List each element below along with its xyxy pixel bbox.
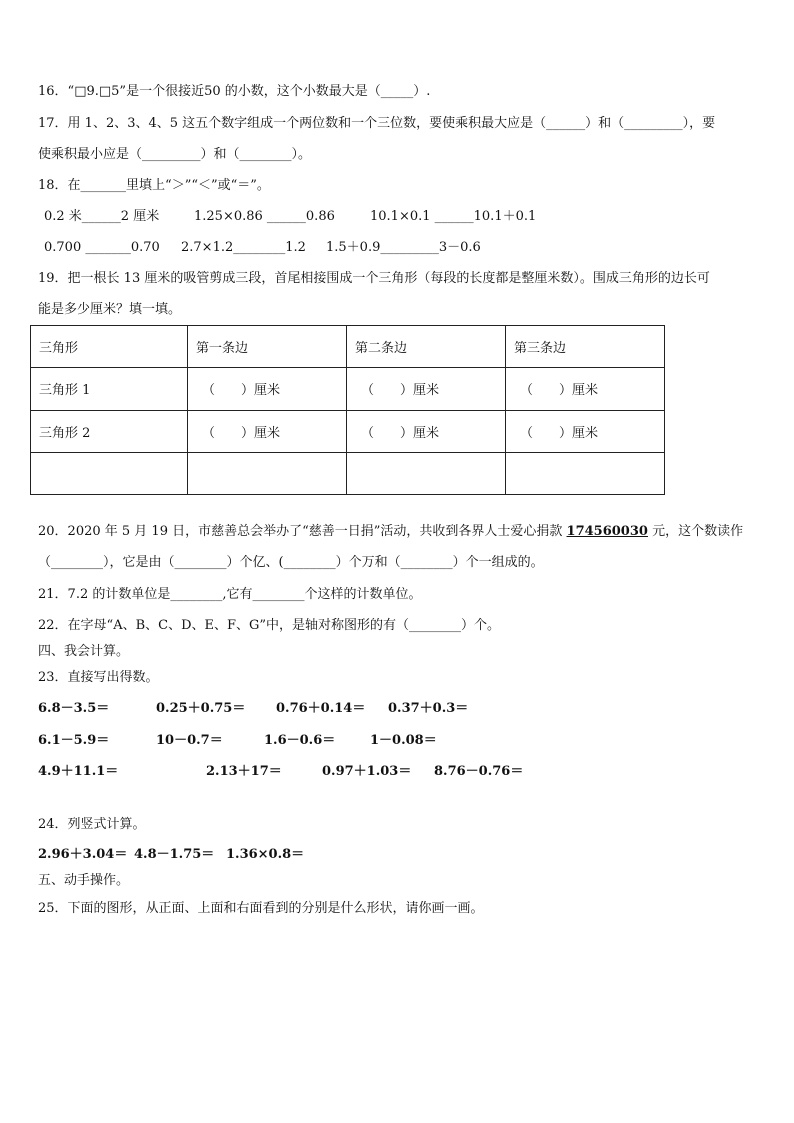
table-header-row [31,326,665,368]
question-17-line1: 17．用 1、2、3、4、5 这五个数字组成一个两位数和一个三位数，要使乘积最大应是（______）和（_________），要 [38,116,716,131]
vertical-calc-item: 1.36×0.8＝ [226,847,305,862]
q18-item: 2.7×1.2________1.2 [181,240,306,255]
calc-item: 1－0.08＝ [370,733,437,748]
vertical-calc-item: 4.8－1.75＝ [134,847,215,862]
question-19-line2: 能是多少厘米？填一填。 [38,302,182,317]
calc-item: 0.37＋0.3＝ [388,701,469,716]
calc-item: 10－0.7＝ [156,733,223,748]
table-cell[interactable]: （ ）厘米 [506,410,665,452]
table-row [31,410,665,452]
question-23: 23．直接写出得数。 [38,670,159,685]
triangle-table [30,325,665,495]
q20-text-a: 20．2020 年 5 月 19 日，市慈善总会举办了“慈善一日捐”活动，共收到各界人士爱心捐款 [38,524,567,539]
section-4-heading: 四、我会计算。 [38,644,130,659]
calc-item: 6.1－5.9＝ [38,733,110,748]
calc-item: 0.25＋0.75＝ [156,701,246,716]
q18-item: 10.1×0.1 ______10.1＋0.1 [370,209,537,224]
table-header-cell: 第二条边 [347,326,506,368]
table-row [31,368,665,410]
table-cell[interactable]: （ ）厘米 [188,410,347,452]
table-cell[interactable] [506,452,665,494]
table-cell[interactable] [188,452,347,494]
question-24: 24．列竖式计算。 [38,817,146,832]
table-cell[interactable]: （ ）厘米 [188,368,347,410]
calc-item: 2.13＋17＝ [206,764,282,779]
table-cell[interactable]: （ ）厘米 [347,368,506,410]
calc-item: 6.8－3.5＝ [38,701,110,716]
question-20-line1 [38,524,743,540]
section-5-heading: 五、动手操作。 [38,873,130,888]
table-header-cell: 第三条边 [506,326,665,368]
question-16: 16．“□9.□5”是一个很接近50 的小数，这个小数最大是（_____）. [38,84,431,99]
q20-text-b: 元，这个数读作 [647,524,744,539]
q18-item: 1.25×0.86 ______0.86 [194,209,335,224]
table-cell[interactable] [31,452,188,494]
table-cell[interactable]: （ ）厘米 [506,368,665,410]
question-21: 21．7.2 的计数单位是________,它有________个这样的计数单位。 [38,587,422,602]
table-cell[interactable]: （ ）厘米 [347,410,506,452]
question-19-line1: 19．把一根长 13 厘米的吸管剪成三段，首尾相接围成一个三角形（每段的长度都是整厘米数）。围成三角形的边长可 [38,271,710,286]
calc-item: 1.6－0.6＝ [264,733,336,748]
table-cell: 三角形 1 [31,368,188,410]
question-22: 22．在字母“A、B、C、D、E、F、G”中，是轴对称图形的有（________）个。 [38,618,501,633]
question-20-line2: （________），它是由（________）个亿、(________）个万和（________）个一组成的。 [38,555,544,570]
q18-item: 0.2 米______2 厘米 [44,209,160,224]
donation-amount: 174560030 [566,524,648,539]
table-cell[interactable] [347,452,506,494]
calc-item: 0.97＋1.03＝ [322,764,412,779]
table-cell: 三角形 2 [31,410,188,452]
table-row [31,452,665,494]
question-18: 18．在_______里填上“＞”“＜”或“＝”。 [38,178,270,193]
q18-item: 0.700 _______0.70 [44,240,160,255]
table-header-cell: 第一条边 [188,326,347,368]
calc-item: 4.9＋11.1＝ [38,764,119,779]
calc-item: 8.76－0.76＝ [434,764,524,779]
q18-item: 1.5＋0.9_________3－0.6 [326,240,481,255]
question-17-line2: 使乘积最小应是（_________）和（________）。 [38,147,312,162]
table-header-cell: 三角形 [31,326,188,368]
vertical-calc-item: 2.96＋3.04＝ [38,847,128,862]
calc-item: 0.76＋0.14＝ [276,701,366,716]
question-25: 25．下面的图形，从正面、上面和右面看到的分别是什么形状，请你画一画。 [38,901,484,916]
